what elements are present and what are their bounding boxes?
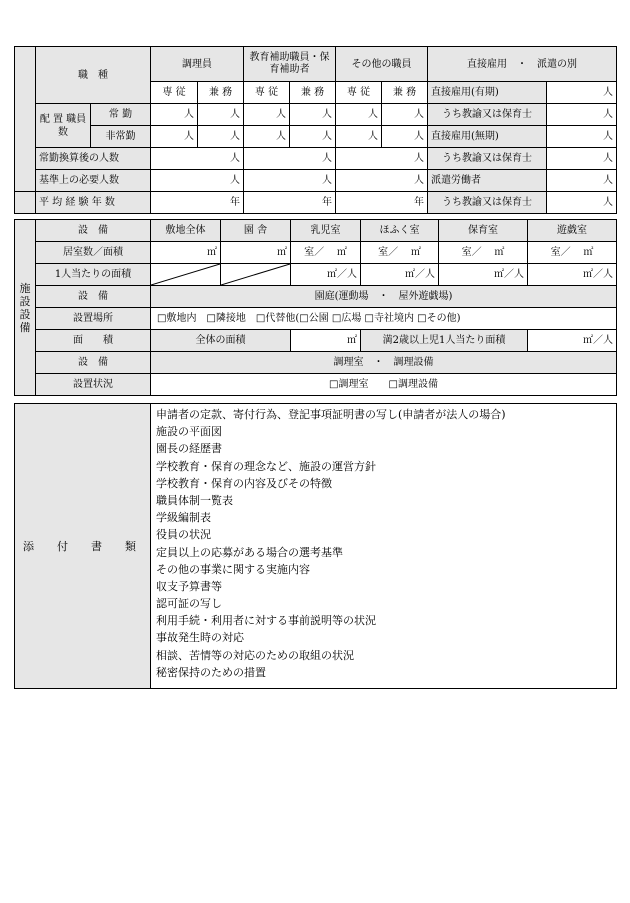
- per-person-cell[interactable]: ㎡／人: [291, 264, 361, 286]
- attachment-item: 職員体制一覧表: [156, 493, 233, 507]
- ensha-area[interactable]: ㎡: [221, 242, 291, 264]
- chorin-header: 調理員: [151, 47, 244, 82]
- room-text: 室／: [378, 247, 399, 258]
- kijun-cell[interactable]: 人: [336, 170, 428, 192]
- kanzan-cell[interactable]: 人: [151, 148, 244, 170]
- chorishitsu-title: 調理室 ・ 調理設備: [151, 352, 617, 374]
- head-5: 遊戯室: [528, 220, 617, 242]
- facility-side-label: [15, 220, 36, 396]
- facility-table: [14, 219, 617, 396]
- room-text: 室／: [550, 247, 571, 258]
- head-0: 敷地全体: [151, 220, 221, 242]
- per-person-cell[interactable]: ㎡／人: [528, 264, 617, 286]
- right-value-1[interactable]: 人: [547, 104, 617, 126]
- keiken-cell[interactable]: 年: [244, 192, 336, 214]
- right-value-4[interactable]: 人: [547, 170, 617, 192]
- kyoshitsu-label: 居室数／面積: [36, 242, 151, 264]
- right-label-1: うち教諭又は保育士: [428, 104, 547, 126]
- hitori-label: 1人当たりの面積: [36, 264, 151, 286]
- attachment-item: 施設の平面図: [156, 425, 222, 439]
- chori-options[interactable]: □調理室 □調理設備: [151, 374, 617, 396]
- head-1: 園 舎: [221, 220, 291, 242]
- attachment-item: 定員以上の応募がある場合の選考基準: [156, 545, 343, 559]
- kyoiku-header: 教育補助職員・保育補助者: [244, 47, 336, 82]
- secchi-jokyo-label: 設置状況: [36, 374, 151, 396]
- right-value-3[interactable]: 人: [547, 148, 617, 170]
- staff-side-cell: [15, 47, 36, 192]
- keiken-cell[interactable]: 年: [151, 192, 244, 214]
- secchi-basho-label: 設置場所: [36, 308, 151, 330]
- per-person-cell[interactable]: ㎡／人: [439, 264, 528, 286]
- jokin-cell[interactable]: 人: [151, 104, 198, 126]
- right-label-0: 直接雇用(有期): [428, 82, 547, 104]
- kenmu-2: 兼 務: [290, 82, 336, 104]
- hijokin-cell[interactable]: 人: [382, 126, 428, 148]
- haichi-label: 配 置 職員数: [36, 104, 91, 148]
- setsubi-label-3: 設 備: [36, 352, 151, 374]
- setsubi-label: 設 備: [36, 220, 151, 242]
- jokin-cell[interactable]: 人: [382, 104, 428, 126]
- jokin-cell[interactable]: 人: [198, 104, 244, 126]
- room-text: 室／: [304, 247, 325, 258]
- room-unit: ㎡: [410, 247, 421, 258]
- slash-line: [221, 264, 290, 285]
- menseki-label: 面 積: [36, 330, 151, 352]
- attachment-item: 学校教育・保育の理念など、施設の運営方針: [156, 459, 376, 473]
- shokushu-header: 職 種: [36, 47, 151, 104]
- attachment-item: 申請者の定款、寄付行為、登記事項証明書の写し(申請者が法人の場合): [156, 408, 506, 421]
- kijun-cell[interactable]: 人: [151, 170, 244, 192]
- facility-side-label-text: 施設設備: [19, 281, 31, 334]
- hijokin-cell[interactable]: 人: [151, 126, 198, 148]
- right-value-2[interactable]: 人: [547, 126, 617, 148]
- slash-line: [151, 264, 220, 285]
- room-unit: ㎡: [583, 247, 594, 258]
- head-2: 乳児室: [291, 220, 361, 242]
- man2-label: 満2歳以上児1人当たり面積: [361, 330, 528, 352]
- attachments-list: [151, 404, 617, 689]
- head-4: 保育室: [439, 220, 528, 242]
- attachment-item: 学級編制表: [156, 511, 211, 525]
- keiken-label: 平 均 経 験 年 数: [36, 192, 151, 214]
- kanzan-label: 常勤換算後の人数: [36, 148, 151, 170]
- chokusetsu-header: 直接雇用 ・ 派遣の別: [428, 47, 617, 82]
- attachment-item: 園長の経歴書: [156, 442, 222, 456]
- kijun-cell[interactable]: 人: [244, 170, 336, 192]
- kanzan-cell[interactable]: 人: [244, 148, 336, 170]
- room-unit: ㎡: [336, 247, 347, 258]
- hijokin-label: 非常勤: [91, 126, 151, 148]
- kijun-label: 基準上の必要人数: [36, 170, 151, 192]
- room-text: 室／: [461, 247, 482, 258]
- right-label-5: うち教諭又は保育士: [428, 192, 547, 214]
- room-cell[interactable]: [439, 242, 528, 264]
- hijokin-cell[interactable]: 人: [244, 126, 290, 148]
- right-value-5[interactable]: 人: [547, 192, 617, 214]
- secchi-options[interactable]: □敷地内 □隣接地 □代替他(□公園 □広場 □寺社境内 □その他): [151, 308, 617, 330]
- jokin-cell[interactable]: 人: [244, 104, 290, 126]
- per-person-cell[interactable]: ㎡／人: [361, 264, 439, 286]
- jokin-cell[interactable]: 人: [336, 104, 382, 126]
- kanzan-cell[interactable]: 人: [336, 148, 428, 170]
- attachment-item: 役員の状況: [156, 528, 211, 542]
- room-cell[interactable]: [528, 242, 617, 264]
- attachment-item: 利用手続・利用者に対する事前説明等の状況: [156, 614, 376, 628]
- kenmu-3: 兼 務: [382, 82, 428, 104]
- setsubi-label-2: 設 備: [36, 286, 151, 308]
- entei-title: 園庭(運動場 ・ 屋外遊戯場): [151, 286, 617, 308]
- attachments-label: 添 付 書 類: [15, 404, 151, 689]
- zentai-value[interactable]: ㎡: [291, 330, 361, 352]
- hijokin-cell[interactable]: 人: [198, 126, 244, 148]
- man2-value[interactable]: ㎡／人: [528, 330, 617, 352]
- head-3: ほふく室: [361, 220, 439, 242]
- keiken-cell[interactable]: 年: [336, 192, 428, 214]
- attachment-item: 収支予算書等: [156, 579, 222, 593]
- staff-side-cell-bottom: [15, 192, 36, 214]
- hijokin-cell[interactable]: 人: [290, 126, 336, 148]
- attachment-item: 学校教育・保育の内容及びその特徴: [156, 476, 332, 490]
- senju-3: 専 従: [336, 82, 382, 104]
- attachment-item: 相談、苦情等の対応のための取組の状況: [156, 648, 354, 662]
- sonota-header: その他の職員: [336, 47, 428, 82]
- slash-cell: [221, 264, 291, 286]
- zentai-label: 全体の面積: [151, 330, 291, 352]
- right-value-0[interactable]: 人: [547, 82, 617, 104]
- shikichi-area[interactable]: ㎡: [151, 242, 221, 264]
- right-label-4: 派遣労働者: [428, 170, 547, 192]
- kenmu-1: 兼 務: [198, 82, 244, 104]
- senju-2: 専 従: [244, 82, 290, 104]
- attachments-table: [14, 403, 617, 689]
- slash-cell: [151, 264, 221, 286]
- attachment-item: その他の事業に関する実施内容: [156, 562, 310, 576]
- attachment-item: 認可証の写し: [156, 597, 222, 611]
- attachment-item: 事故発生時の対応: [156, 631, 244, 645]
- attachment-item: 秘密保持のための措置: [156, 665, 266, 679]
- room-unit: ㎡: [494, 247, 505, 258]
- staff-table: [14, 46, 617, 214]
- right-label-3: うち教諭又は保育士: [428, 148, 547, 170]
- room-cell[interactable]: [291, 242, 361, 264]
- jokin-cell[interactable]: 人: [290, 104, 336, 126]
- hijokin-cell[interactable]: 人: [336, 126, 382, 148]
- right-label-2: 直接雇用(無期): [428, 126, 547, 148]
- senju-1: 専 従: [151, 82, 198, 104]
- room-cell[interactable]: [361, 242, 439, 264]
- jokin-label: 常 勤: [91, 104, 151, 126]
